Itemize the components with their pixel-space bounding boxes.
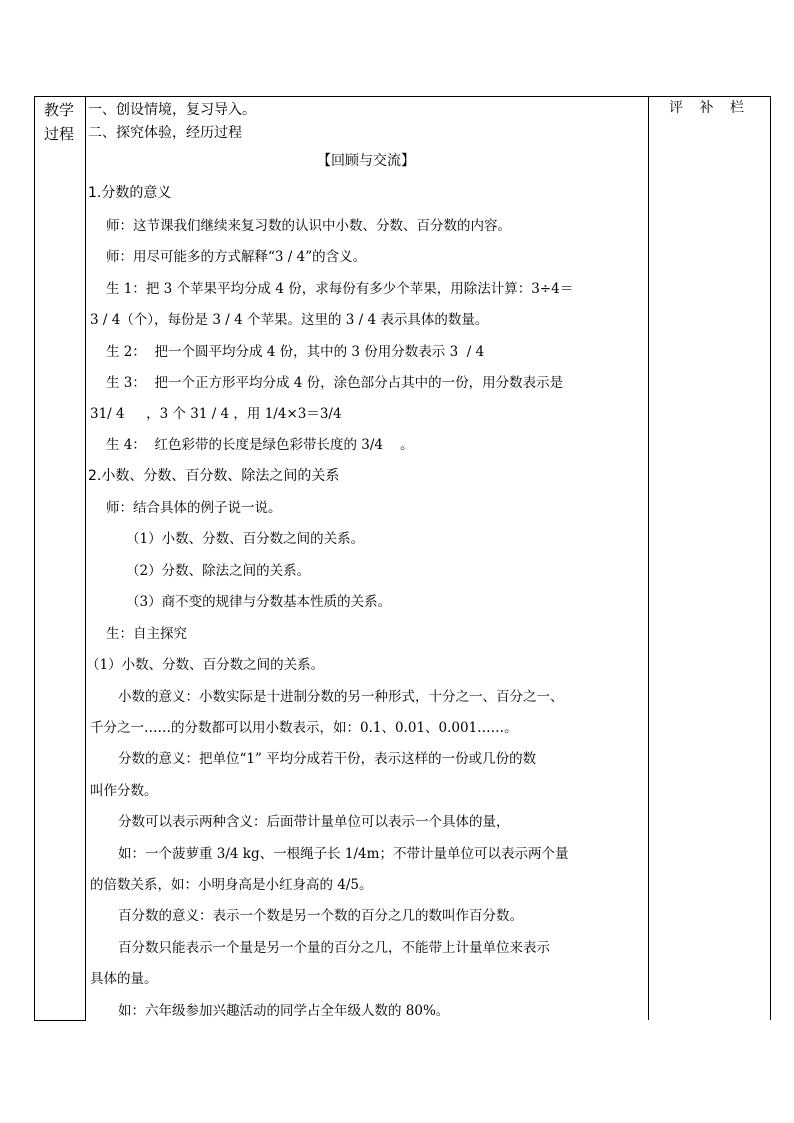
paragraph: 百分数的意义：表示一个数是另一个数的百分之几的数叫作百分数。 <box>118 908 523 924</box>
paragraph: 3 / 4（个），每份是 3 / 4 个苹果。这里的 3 / 4 表示具体的数量。 <box>90 312 489 328</box>
paragraph: 31/ 4 ，3 个 31 / 4 ，用 1/4×3＝3/4 <box>90 406 342 422</box>
paragraph: 生 1：把 3 个苹果平均分成 4 份，求每份有多少个苹果，用除法计算：3÷4＝ <box>106 281 574 297</box>
paragraph: 如：一个菠萝重 3/4 kg、一根绳子长 1/4m；不带计量单位可以表示两个量 <box>118 846 569 862</box>
table-top-border <box>34 96 771 97</box>
paragraph: 百分数只能表示一个量是另一个量的百分之几，不能带上计量单位来表示 <box>118 940 550 956</box>
paragraph: 师：结合具体的例子说一说。 <box>106 500 282 516</box>
lesson-plan-table <box>34 96 771 1020</box>
review-title: 【回顾与交流】 <box>317 153 415 169</box>
paragraph: 生：自主探究 <box>106 626 187 642</box>
paragraph: 叫作分数。 <box>90 783 158 799</box>
table-bottom-border <box>34 1020 86 1021</box>
column-divider-left <box>85 96 86 1020</box>
teaching-process-label <box>34 96 84 146</box>
paragraph: 分数的意义：把单位“1” 平均分成若干份，表示这样的一份或几份的数 <box>118 751 537 767</box>
paragraph: 师：这节课我们继续来复习数的认识中小数、分数、百分数的内容。 <box>106 218 511 234</box>
heading-fraction-meaning: 1.分数的意义 <box>88 185 172 201</box>
paragraph: 生 2： 把一个圆平均分成 4 份，其中的 3 份用分数表示 3 / 4 <box>106 344 485 360</box>
label-line-2: 过程 <box>43 125 74 143</box>
paragraph: （3）商不变的规律与分数基本性质的关系。 <box>126 594 392 610</box>
column-divider-right <box>648 96 649 1020</box>
paragraph: 生 4： 红色彩带的长度是绿色彩带长度的 3/4 。 <box>106 437 414 453</box>
paragraph: 的倍数关系，如：小明身高是小红身高的 4/5。 <box>90 877 373 893</box>
heading-relationships: 2.小数、分数、百分数、除法之间的关系 <box>88 468 340 484</box>
paragraph: 具体的量。 <box>90 971 158 987</box>
paragraph: 师：用尽可能多的方式解释“3 / 4”的含义。 <box>106 249 367 265</box>
paragraph: 如：六年级参加兴趣活动的同学占全年级人数的 80%。 <box>118 1003 450 1019</box>
paragraph: （1）小数、分数、百分数之间的关系。 <box>86 657 325 673</box>
table-left-border <box>34 96 35 1020</box>
paragraph: 小数的意义：小数实际是十进制分数的另一种形式，十分之一、百分之一、 <box>118 689 564 705</box>
paragraph: （2）分数、除法之间的关系。 <box>126 563 311 579</box>
paragraph: （1）小数、分数、百分数之间的关系。 <box>126 531 365 547</box>
paragraph: 分数可以表示两种含义：后面带计量单位可以表示一个具体的量， <box>118 814 510 830</box>
paragraph: 千分之一……的分数都可以用小数表示，如：0.1、0.01、0.001……。 <box>90 720 518 736</box>
table-right-border <box>770 96 771 1020</box>
section-1-heading: 一、创设情境，复习导入。 <box>88 102 256 118</box>
paragraph: 生 3： 把一个正方形平均分成 4 份，涂色部分占其中的一份，用分数表示是 <box>106 375 564 391</box>
label-line-1: 教学 <box>43 101 74 119</box>
section-2-heading: 二、探究体验，经历过程 <box>88 125 242 141</box>
comment-column-header: 评 补 栏 <box>669 100 750 116</box>
